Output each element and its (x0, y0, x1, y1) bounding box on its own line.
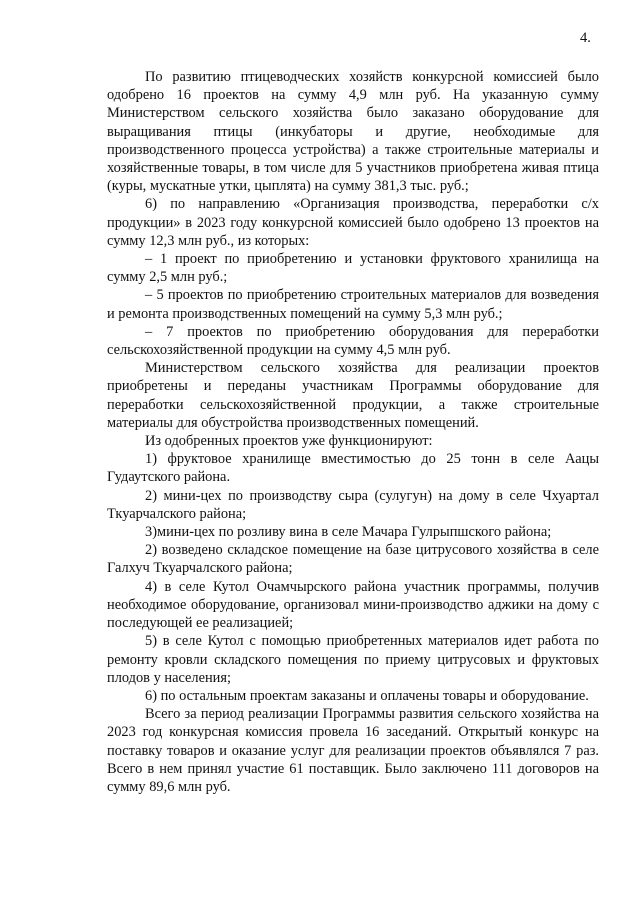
paragraph-poultry: По развитию птицеводческих хозяйств конкурсной комиссией было одобрено 16 проектов на сумму 4,9 млн руб. На указанную сумму Министерством сельского хозяйства было заказано оборудование для выращивания птицы (инкубаторы и другие, необходимые для производственного процесса устройства) а также строительные материалы и хозяйственные товары, в том числе для 5 участников приобретена живая птица (куры, мускатные утки, цыплята) на сумму 381,3 тыс. руб.; (107, 69, 599, 195)
list-item-fruit-storage: 1) фруктовое хранилище вместимостью до 25 тонн в селе Аацы Гудаутского района. (107, 451, 599, 486)
paragraph-direction-6: 6) по направлению «Организация производства, переработки с/х продукции» в 2023 году конкурсной комиссией было одобрено 13 проектов на сумму 12,3 млн руб., из которых: (107, 196, 599, 249)
list-item-processing-equipment: – 7 проектов по приобретению оборудования для переработки сельскохозяйственной продукции на сумму 4,5 млн руб. (107, 323, 599, 359)
document-body (107, 68, 599, 796)
list-item-cheese: 2) мини-цех по производству сыра (сулугун) на дому в селе Чхуартал Ткуарчалского района; (107, 487, 599, 522)
paragraph-summary: Всего за период реализации Программы развития сельского хозяйства на 2023 год конкурсная комиссия провела 16 заседаний. Открытый конкурс на поставку товаров и оказание услуг для реализации проектов объявлялся 7 раз. Всего в нем принял участие 61 поставщик. Было заключено 111 договоров на сумму 89,6 млн руб. (107, 706, 599, 795)
paragraph-functioning-intro: Из одобренных проектов уже функционируют: (145, 433, 433, 450)
list-item-building-materials: – 5 проектов по приобретению строительных материалов для возведения и ремонта производственных помещений на сумму 5,3 млн руб.; (107, 287, 599, 322)
paragraph-ministry: Министерством сельского хозяйства для реализации проектов приобретены и переданы участникам Программы оборудование для переработки сельскохозяйственной продукции, а также строительные материалы для обустройства производственных помещений. (107, 360, 599, 431)
page-number: 4. (580, 30, 591, 46)
list-item-other-projects: 6) по остальным проектам заказаны и оплачены товары и оборудование. (145, 687, 589, 704)
list-item-roof: 5) в селе Кутол с помощью приобретенных материалов идет работа по ремонту кровли складского помещения по приему цитрусовых и фруктовых плодов у населения; (107, 633, 599, 686)
list-item-adjika: 4) в селе Кутол Очамчырского района участник программы, получив необходимое оборудование, организовал мини-производство аджики на дому с последующей ее реализацией; (107, 578, 599, 632)
list-item-storage: – 1 проект по приобретению и установки фруктового хранилища на сумму 2,5 млн руб.; (107, 251, 599, 286)
list-item-warehouse: 2) возведено складское помещение на базе цитрусового хозяйства в селе Галхуч Ткуарчалского района; (107, 542, 599, 577)
list-item-wine: 3)мини-цех по розливу вина в селе Мачара Гулрыпшского района; (145, 524, 552, 541)
